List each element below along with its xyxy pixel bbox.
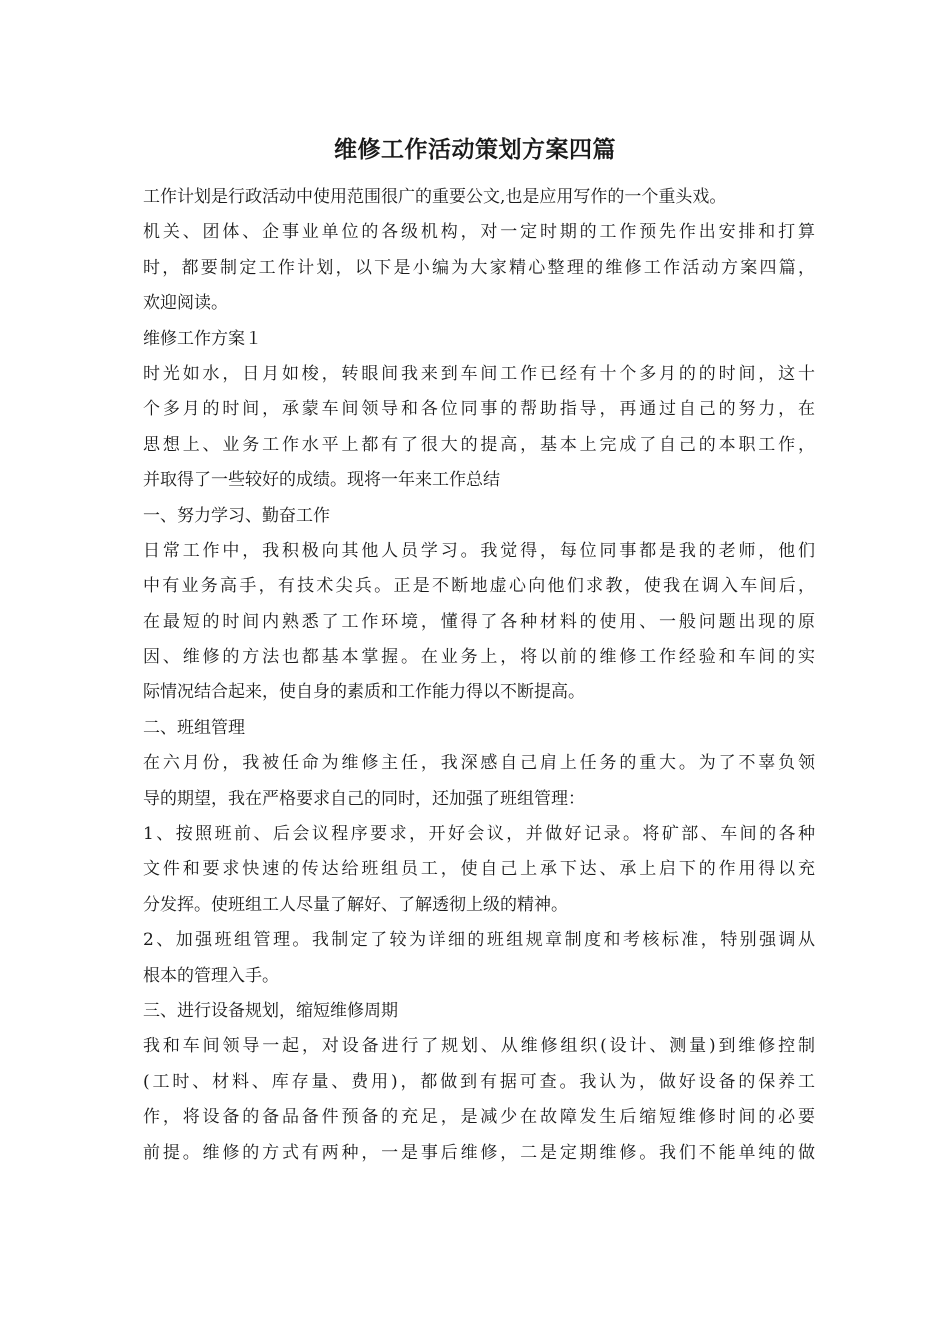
text-line: 维修工作方案１ <box>143 328 262 349</box>
text-line: 根本的管理入手。 <box>143 965 279 986</box>
text-line: 我和车间领导一起，对设备进行了规划、从维修组织(设计、测量)到维修控制 <box>143 1036 815 1057</box>
text-line: 2、加强班组管理。我制定了较为详细的班组规章制度和考核标准，特别强调从 <box>143 930 815 951</box>
text-line: 作，将设备的备品备件预备的充足，是减少在故障发生后缩短维修时间的必要 <box>143 1107 815 1128</box>
text-line: 1、按照班前、后会议程序要求，开好会议，并做好记录。将矿部、车间的各种 <box>143 824 815 845</box>
text-line: 文件和要求快速的传达给班组员工，使自己上承下达、承上启下的作用得以充 <box>143 859 815 880</box>
text-line: 思想上、业务工作水平上都有了很大的提高，基本上完成了自己的本职工作， <box>143 434 815 455</box>
text-line: 时光如水，日月如梭，转眼间我来到车间工作已经有十个多月的的时间，这十 <box>143 363 815 384</box>
text-line: (工时、材料、库存量、费用)，都做到有据可查。我认为，做好设备的保养工 <box>143 1071 815 1092</box>
text-line: 导的期望，我在严格要求自己的同时，还加强了班组管理： <box>143 788 585 809</box>
text-line: 欢迎阅读。 <box>143 293 228 314</box>
text-line: 工作计划是行政活动中使用范围很广的重要公文,也是应用写作的一个重头戏。 <box>143 187 727 207</box>
document-body <box>143 180 815 1171</box>
text-line: 时，都要制定工作计划，以下是小编为大家精心整理的维修工作活动方案四篇， <box>143 257 815 278</box>
text-line: 际情况结合起来，使自身的素质和工作能力得以不断提高。 <box>143 682 585 703</box>
text-line: 在最短的时间内熟悉了工作环境，懂得了各种材料的使用、一般问题出现的原 <box>143 611 815 632</box>
text-line: 前提。维修的方式有两种，一是事后维修，二是定期维修。我们不能单纯的做 <box>143 1142 815 1163</box>
text-line: 分发挥。使班组工人尽量了解好、了解透彻上级的精神。 <box>143 894 568 915</box>
document-title: 维修工作活动策划方案四篇 <box>334 136 616 163</box>
text-line: 日常工作中，我积极向其他人员学习。我觉得，每位同事都是我的老师，他们 <box>143 540 815 561</box>
text-line: 个多月的时间，承蒙车间领导和各位同事的帮助指导，再通过自己的努力，在 <box>143 399 815 420</box>
text-line: 机关、团体、企事业单位的各级机构，对一定时期的工作预先作出安排和打算 <box>143 222 815 243</box>
text-line: 三、进行设备规划，缩短维修周期 <box>143 1000 398 1021</box>
text-line: 在六月份，我被任命为维修主任，我深感自己肩上任务的重大。为了不辜负领 <box>143 753 815 774</box>
text-line: 中有业务高手，有技术尖兵。正是不断地虚心向他们求教，使我在调入车间后， <box>143 576 815 597</box>
text-line: 并取得了一些较好的成绩。现将一年来工作总结 <box>143 470 500 491</box>
text-line: 二、班组管理 <box>143 717 245 738</box>
text-line: 因、维修的方法也都基本掌握。在业务上，将以前的维修工作经验和车间的实 <box>143 647 815 668</box>
text-line: 一、努力学习、勤奋工作 <box>143 505 330 526</box>
